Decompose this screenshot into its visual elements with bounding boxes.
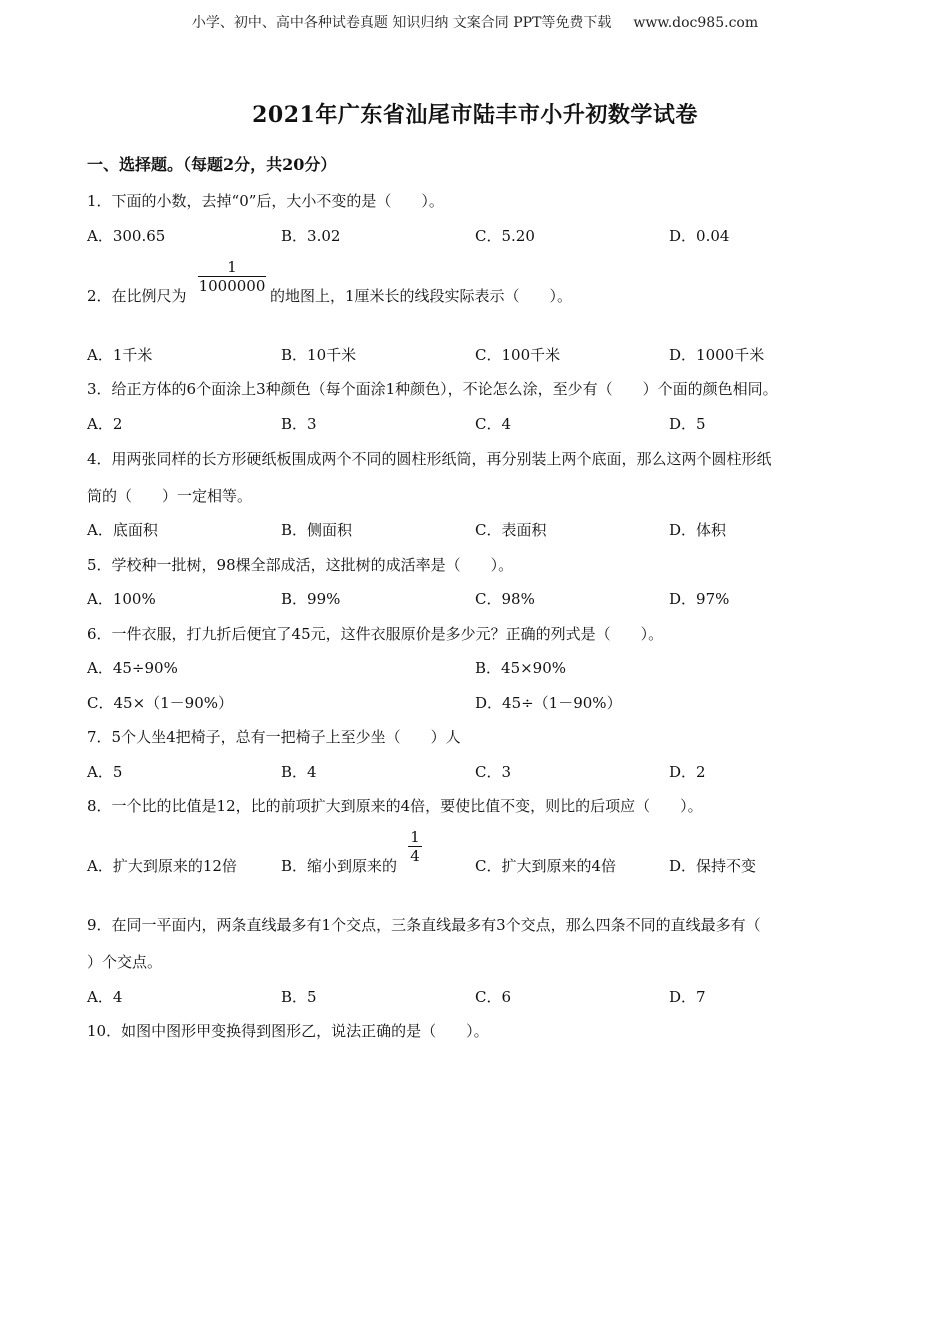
question-7-option-c[interactable]: C．3	[475, 763, 512, 781]
header-slogan: 小学、初中、高中各种试卷真题 知识归纳 文案合同 PPT等免费下载	[191, 15, 612, 31]
quarter-fraction	[408, 828, 422, 865]
question-3-option-d[interactable]: D．5	[669, 415, 706, 433]
exam-title: 2021年广东省汕尾市陆丰市小升初数学试卷	[252, 102, 698, 128]
question-2-stem-before: 2．在比例尺为	[87, 287, 187, 305]
question-3-stem: 3．给正方体的6个面涂上3种颜色（每个面涂1种颜色），不论怎么涂，至少有（ ）个面的颜色相同。	[87, 380, 778, 398]
question-9-option-c[interactable]: C．6	[475, 988, 512, 1006]
question-6-option-a[interactable]: A．45÷90%	[87, 659, 178, 677]
page-header	[0, 12, 950, 32]
question-9-stem: 9．在同一平面内，两条直线最多有1个交点，三条直线最多有3个交点，那么四条不同的直线最多有（	[87, 916, 761, 934]
question-4-stem: 4．用两张同样的长方形硬纸板围成两个不同的圆柱形纸筒，再分别装上两个底面，那么这两个圆柱形纸	[87, 450, 772, 468]
question-3-option-b[interactable]: B．3	[281, 415, 317, 433]
question-2-option-d[interactable]: D．1000千米	[669, 346, 765, 364]
quarter-fraction-numerator: 1	[410, 828, 420, 846]
quarter-fraction-denominator: 4	[410, 847, 420, 865]
question-9-option-b[interactable]: B．5	[281, 988, 317, 1006]
question-3-option-c[interactable]: C．4	[475, 415, 512, 433]
question-3-option-a[interactable]: A．2	[87, 415, 123, 433]
question-8-option-a[interactable]: A．扩大到原来的12倍	[87, 857, 237, 875]
question-5-option-d[interactable]: D．97%	[669, 590, 730, 608]
scale-fraction-numerator: 1	[227, 258, 237, 276]
question-9-option-d[interactable]: D．7	[669, 988, 706, 1006]
question-7-option-b[interactable]: B．4	[281, 763, 317, 781]
question-6-option-c[interactable]: C．45×（1－90%）	[87, 694, 234, 712]
question-6-option-b[interactable]: B．45×90%	[475, 659, 567, 677]
question-8-option-c[interactable]: C．扩大到原来的4倍	[475, 857, 617, 875]
question-7-option-d[interactable]: D．2	[669, 763, 706, 781]
question-5-option-b[interactable]: B．99%	[281, 590, 341, 608]
section-heading: 一、选择题。（每题2分，共20分）	[87, 155, 337, 174]
question-7-stem: 7．5个人坐4把椅子，总有一把椅子上至少坐（ ）人	[87, 728, 461, 746]
question-1-option-d[interactable]: D．0.04	[669, 227, 730, 245]
question-2-option-c[interactable]: C．100千米	[475, 346, 561, 364]
question-1-option-a[interactable]: A．300.65	[87, 227, 166, 245]
question-1-option-b[interactable]: B．3.02	[281, 227, 341, 245]
question-1-stem: 1．下面的小数，去掉“0”后，大小不变的是（ ）。	[87, 192, 444, 210]
question-6-option-d[interactable]: D．45÷（1－90%）	[475, 694, 622, 712]
header-site[interactable]: www.doc985.com	[633, 15, 759, 31]
question-2-option-b[interactable]: B．10千米	[281, 346, 357, 364]
question-9-stem-continued: ）个交点。	[87, 953, 163, 971]
question-5-option-a[interactable]: A．100%	[87, 590, 156, 608]
question-9-option-a[interactable]: A．4	[87, 988, 123, 1006]
question-6-stem: 6．一件衣服，打九折后便宜了45元，这件衣服原价是多少元？正确的列式是（ ）。	[87, 625, 664, 643]
question-4-option-a[interactable]: A．底面积	[87, 521, 158, 539]
question-5-option-c[interactable]: C．98%	[475, 590, 535, 608]
scale-fraction-denominator: 1000000	[198, 277, 266, 295]
question-1-option-c[interactable]: C．5.20	[475, 227, 535, 245]
question-2-stem-after: 的地图上，1厘米长的线段实际表示（ ）。	[270, 287, 573, 305]
question-4-option-b[interactable]: B．侧面积	[281, 521, 353, 539]
question-10-stem: 10．如图中图形甲变换得到图形乙，说法正确的是（ ）。	[87, 1022, 489, 1040]
question-4-option-d[interactable]: D．体积	[669, 521, 727, 539]
question-8-option-d[interactable]: D．保持不变	[669, 857, 757, 875]
question-2-option-a[interactable]: A．1千米	[87, 346, 153, 364]
question-5-stem: 5．学校种一批树，98棵全部成活，这批树的成活率是（ ）。	[87, 556, 514, 574]
question-4-option-c[interactable]: C．表面积	[475, 521, 547, 539]
question-8-option-b[interactable]: B．缩小到原来的	[281, 857, 398, 875]
question-8-stem: 8．一个比的比值是12，比的前项扩大到原来的4倍，要使比值不变，则比的后项应（ ）。	[87, 797, 703, 815]
scale-fraction	[198, 258, 266, 295]
question-4-stem-continued: 筒的（ ）一定相等。	[87, 487, 253, 505]
question-7-option-a[interactable]: A．5	[87, 763, 123, 781]
